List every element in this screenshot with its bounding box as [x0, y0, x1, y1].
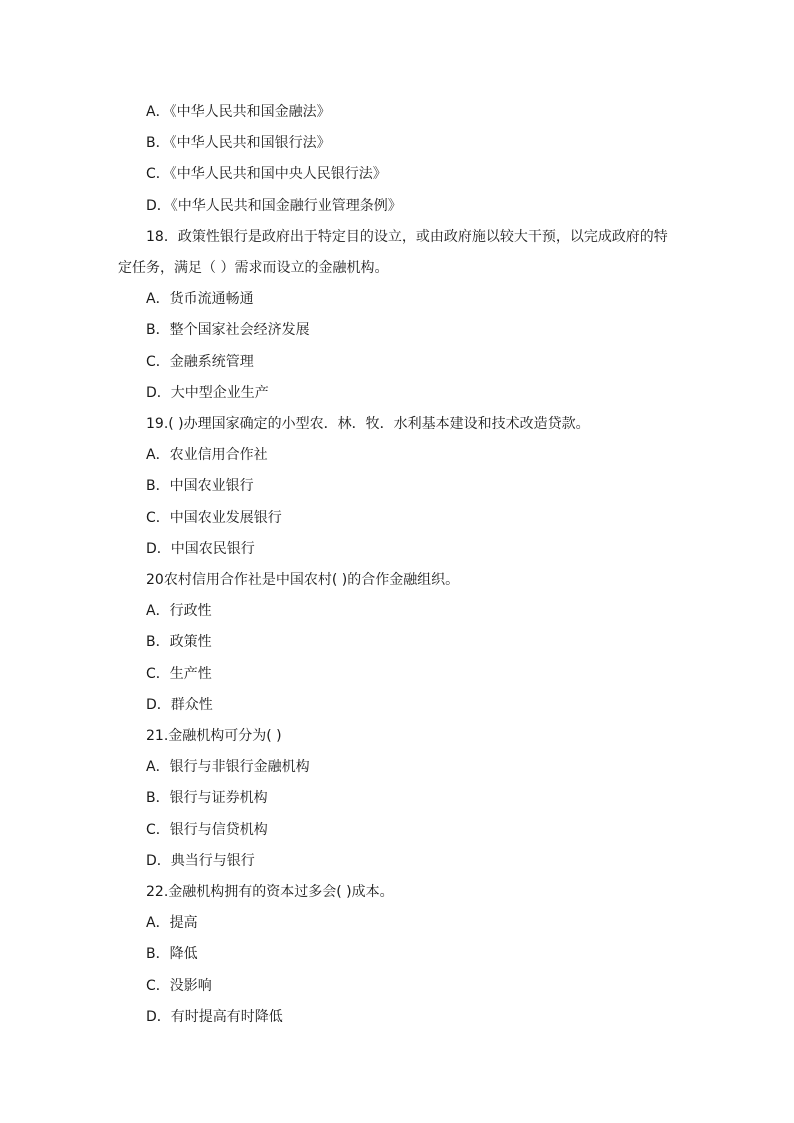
- q21-option-d: D．典当行与银行: [146, 853, 255, 869]
- q17-option-c: C．《中华人民共和国中央人民银行法》: [146, 166, 387, 182]
- q20-option-b: B．政策性: [146, 634, 212, 650]
- q22-option-a: A．提高: [146, 915, 198, 931]
- q18-option-a: A．货币流通畅通: [146, 291, 254, 307]
- q22-option-b: B．降低: [146, 946, 198, 962]
- q19-option-c: C．中国农业发展银行: [146, 510, 282, 526]
- q18-stem-line2: 定任务，满足（ ）需求而设立的金融机构。: [118, 260, 389, 276]
- q21-option-b: B．银行与证券机构: [146, 790, 268, 806]
- q21-option-c: C．银行与信贷机构: [146, 822, 268, 838]
- q20-stem: 20农村信用合作社是中国农村( )的合作金融组织。: [146, 572, 460, 588]
- q19-stem: 19.( )办理国家确定的小型农．林．牧．水利基本建设和技术改造贷款。: [146, 416, 590, 432]
- q18-option-b: B．整个国家社会经济发展: [146, 322, 310, 338]
- q20-option-d: D．群众性: [146, 697, 213, 713]
- q20-option-c: C．生产性: [146, 666, 212, 682]
- q19-option-b: B．中国农业银行: [146, 478, 254, 494]
- q21-option-a: A．银行与非银行金融机构: [146, 759, 310, 775]
- q18-stem-line1: 18．政策性银行是政府出于特定目的设立，或由政府施以较大干预，以完成政府的特: [146, 229, 668, 245]
- q18-option-c: C．金融系统管理: [146, 354, 254, 370]
- q22-option-c: C．没影响: [146, 978, 212, 994]
- q20-option-a: A．行政性: [146, 603, 212, 619]
- q17-option-b: B．《中华人民共和国银行法》: [146, 135, 331, 151]
- q22-option-d: D．有时提高有时降低: [146, 1009, 283, 1025]
- q21-stem: 21.金融机构可分为( ): [146, 728, 282, 744]
- q17-option-d: D．《中华人民共和国金融行业管理条例》: [146, 198, 402, 214]
- q17-option-a: A．《中华人民共和国金融法》: [146, 104, 331, 120]
- q22-stem: 22.金融机构拥有的资本过多会( )成本。: [146, 884, 394, 900]
- q18-option-d: D．大中型企业生产: [146, 385, 269, 401]
- q19-option-a: A．农业信用合作社: [146, 447, 268, 463]
- q19-option-d: D．中国农民银行: [146, 541, 255, 557]
